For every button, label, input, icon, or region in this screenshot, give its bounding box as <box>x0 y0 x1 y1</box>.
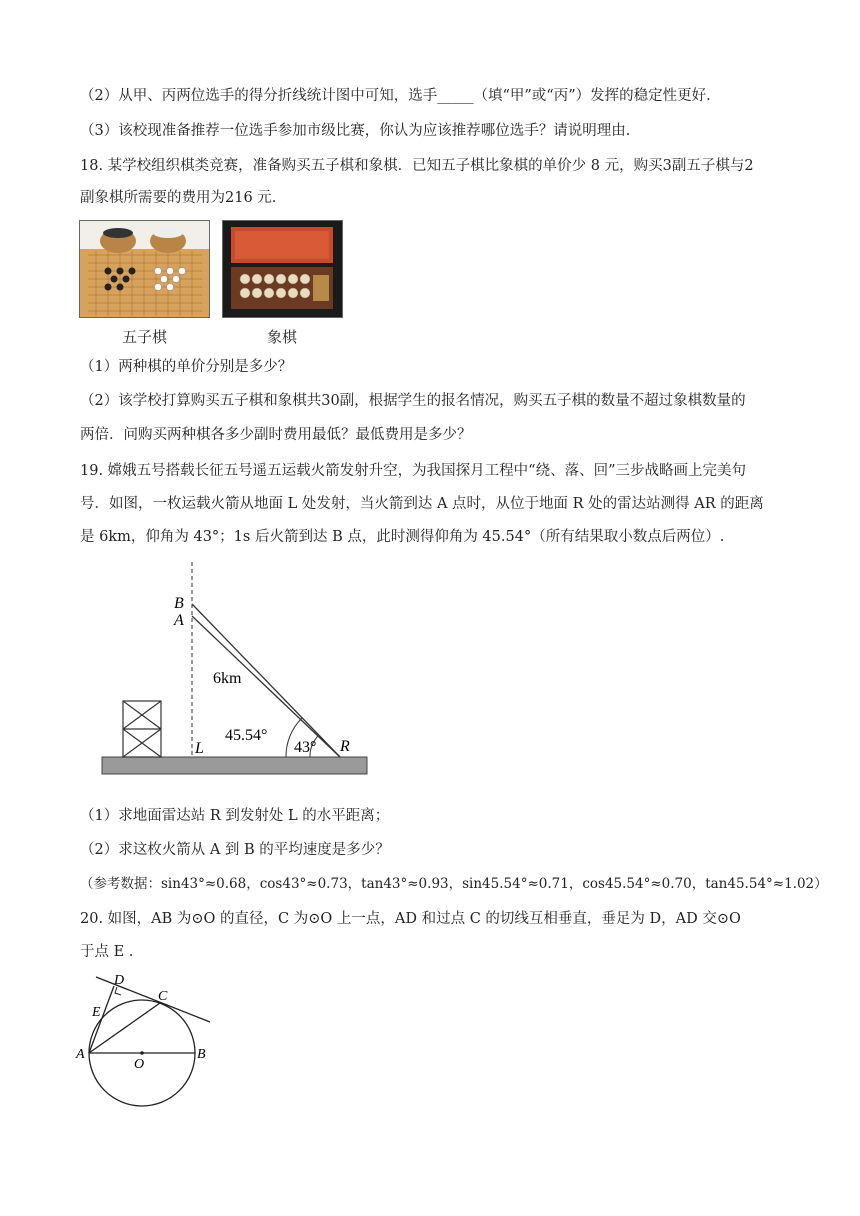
label-O: O <box>134 1057 145 1072</box>
q19-part1: （1）求地面雷达站 R 到发射处 L 的水平距离； <box>80 808 390 824</box>
label-A: A <box>76 1047 85 1062</box>
gomoku-caption: 五子棋 <box>122 328 168 346</box>
label-B: B <box>197 1047 206 1062</box>
rocket-diagram <box>90 560 380 785</box>
ground-bar <box>102 757 367 774</box>
q19-part2: （2）求这枚火箭从 A 到 B 的平均速度是多少？ <box>80 842 390 858</box>
circle-diagram <box>70 965 220 1110</box>
q17-part3: （3）该校现准备推荐一位选手参加市级比赛，你认为应该推荐哪位选手？请说明理由. <box>80 123 631 139</box>
q18-stem-line1: 18. 某学校组织棋类竞赛，准备购买五子棋和象棋．已知五子棋比象棋的单价少 8 元，购买3副五子棋与2 <box>80 158 754 174</box>
q17-part2: （2）从甲、丙两位选手的得分折线统计图中可知，选手_____（填“甲”或“丙”）发挥的稳定性更好. <box>80 88 711 104</box>
label-45-54: 45.54° <box>225 727 268 744</box>
label-A: A <box>174 612 184 629</box>
q19-stem-line2: 号．如图，一枚运载火箭从地面 L 处发射，当火箭到达 A 点时，从位于地面 R 处的雷达站测得 AR 的距离 <box>80 496 764 512</box>
label-6km: 6km <box>213 670 242 687</box>
right-angle-mark <box>115 987 121 995</box>
label-C: C <box>158 989 168 1004</box>
gomoku-photo <box>79 220 210 318</box>
label-43: 43° <box>294 739 317 756</box>
launch-tower <box>123 701 161 757</box>
center-point <box>140 1051 144 1055</box>
q18-stem-line2: 副象棋所需要的费用为216 元. <box>80 190 277 206</box>
q19-stem-line3: 是 6km，仰角为 43°；1s 后火箭到达 B 点，此时测得仰角为 45.54°（所有结果取小数点后两位）. <box>80 529 725 545</box>
xiangqi-photo <box>222 220 343 318</box>
q19-reference-data: （参考数据：sin43°≈0.68，cos43°≈0.73，tan43°≈0.93，sin45.54°≈0.71，cos45.54°≈0.70，tan45.54°≈1.02） <box>80 876 828 892</box>
q18-part2-line2: 两倍．问购买两种棋各多少副时费用最低？最低费用是多少？ <box>80 427 472 443</box>
label-R: R <box>340 738 350 755</box>
q18-part2-line1: （2）该学校打算购买五子棋和象棋共30副，根据学生的报名情况，购买五子棋的数量不超过象棋数量的 <box>80 393 746 409</box>
xiangqi-caption: 象棋 <box>267 328 298 346</box>
label-E: E <box>92 1005 101 1020</box>
q18-part1: （1）两种棋的单价分别是多少？ <box>80 359 293 375</box>
q20-stem-line1: 20. 如图，AB 为⊙O 的直径，C 为⊙O 上一点，AD 和过点 C 的切线互相垂直，垂足为 D，AD 交⊙O <box>80 911 741 927</box>
label-L: L <box>195 740 204 757</box>
q19-stem-line1: 19. 嫦娥五号搭载长征五号遥五运载火箭发射升空，为我国探月工程中“绕、落、回”三步战略画上完美句 <box>80 463 746 479</box>
label-D: D <box>114 973 125 988</box>
q20-stem-line2: 于点 E . <box>80 944 134 960</box>
label-B: B <box>174 595 184 612</box>
